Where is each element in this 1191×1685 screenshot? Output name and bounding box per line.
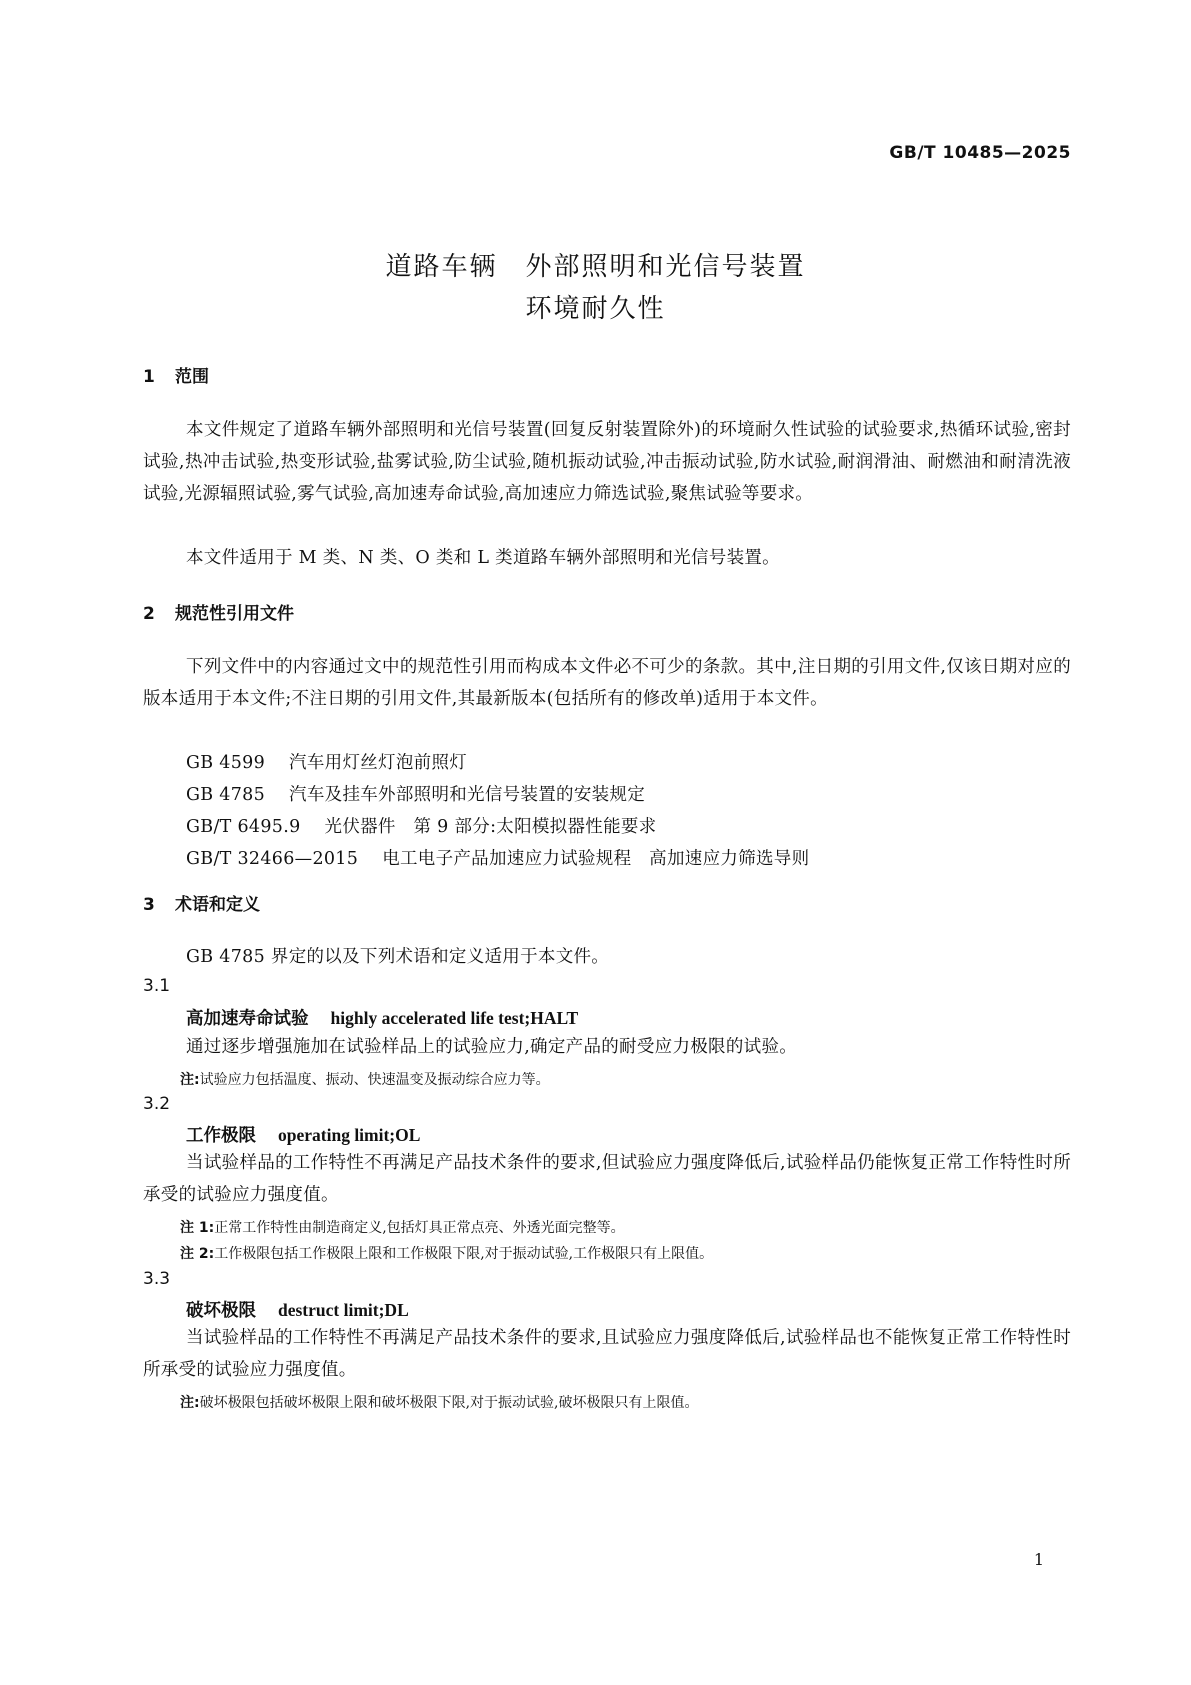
section-title: 规范性引用文件 [175, 604, 294, 624]
reference-code: GB/T 32466—2015 [186, 849, 359, 869]
section-number: 2 [143, 604, 155, 624]
section-3-heading [143, 890, 260, 915]
term-note [180, 1243, 713, 1263]
reference-item [186, 843, 809, 875]
reference-title: 电工电子产品加速应力试验规程 高加速应力筛选导则 [382, 849, 810, 869]
standard-number: GB/T 10485—2025 [889, 143, 1071, 163]
section-number: 3 [143, 895, 155, 915]
note-label: 注 1: [180, 1220, 215, 1236]
reference-title: 汽车用灯丝灯泡前照灯 [289, 753, 468, 773]
term-chinese: 工作极限 [186, 1126, 256, 1146]
term-english: operating limit;OL [278, 1125, 421, 1145]
reference-code: GB/T 6495.9 [186, 817, 301, 837]
term-note [180, 1392, 699, 1412]
term-english: highly accelerated life test;HALT [330, 1008, 579, 1028]
document-title-line1: 道路车辆 外部照明和光信号装置 [385, 252, 806, 282]
term-chinese: 高加速寿命试验 [186, 1009, 309, 1029]
section-title: 术语和定义 [175, 895, 260, 915]
scope-applicability: 本文件适用于 M 类、N 类、O 类和 L 类道路车辆外部照明和光信号装置。 [186, 548, 780, 568]
references-intro: 下列文件中的内容通过文中的规范性引用而构成本文件必不可少的条款。其中,注日期的引用文件,仅该日期对应的版本适用于本文件;不注日期的引用文件,其最新版本(包括所有的修改单)适用于本文件。 [143, 657, 1071, 709]
term-english: destruct limit;DL [278, 1300, 409, 1320]
term-chinese: 破坏极限 [186, 1301, 256, 1321]
reference-item [186, 779, 645, 811]
note-label: 注: [180, 1072, 200, 1088]
term-note [180, 1217, 625, 1237]
note-text: 试验应力包括温度、振动、快速温变及振动综合应力等。 [199, 1072, 550, 1088]
reference-code: GB 4785 [186, 785, 266, 805]
section-title: 范围 [175, 367, 209, 387]
note-text: 工作极限包括工作极限上限和工作极限下限,对于振动试验,工作极限只有上限值。 [214, 1246, 714, 1262]
term-definition: 当试验样品的工作特性不再满足产品技术条件的要求,且试验应力强度降低后,试验样品也不能恢复正常工作特性时所承受的试验应力强度值。 [143, 1328, 1071, 1380]
term-note [180, 1069, 550, 1089]
reference-code: GB 4599 [186, 753, 266, 773]
term-definition: 通过逐步增强施加在试验样品上的试验应力,确定产品的耐受应力极限的试验。 [186, 1037, 798, 1057]
term-number: 3.2 [143, 1094, 171, 1114]
term-number: 3.1 [143, 976, 171, 996]
note-text: 正常工作特性由制造商定义,包括灯具正常点亮、外透光面完整等。 [214, 1220, 625, 1236]
terms-intro: GB 4785 界定的以及下列术语和定义适用于本文件。 [186, 947, 610, 967]
document-title-line2: 环境耐久性 [525, 294, 666, 324]
section-number: 1 [143, 367, 155, 387]
reference-title: 汽车及挂车外部照明和光信号装置的安装规定 [289, 785, 646, 805]
reference-title: 光伏器件 第 9 部分:太阳模拟器性能要求 [324, 817, 657, 837]
term-heading [186, 1122, 420, 1147]
page-number: 1 [1033, 1550, 1044, 1569]
term-heading [186, 1297, 409, 1322]
term-definition: 当试验样品的工作特性不再满足产品技术条件的要求,但试验应力强度降低后,试验样品仍能恢复正常工作特性时所承受的试验应力强度值。 [143, 1153, 1071, 1205]
section-1-heading [143, 362, 209, 387]
note-label: 注 2: [180, 1246, 215, 1262]
scope-paragraph: 本文件规定了道路车辆外部照明和光信号装置(回复反射装置除外)的环境耐久性试验的试验要求,热循环试验,密封试验,热冲击试验,热变形试验,盐雾试验,防尘试验,随机振动试验,冲击振动试验,防水试验,耐润滑油、耐燃油和耐清洗液试验,光源辐照试验,雾气试验,高加速寿命试验,高加速应力筛选试验,聚焦试验等要求。 [143, 420, 1071, 504]
term-heading [186, 1005, 578, 1030]
note-text: 破坏极限包括破坏极限上限和破坏极限下限,对于振动试验,破坏极限只有上限值。 [199, 1395, 699, 1411]
reference-item [186, 811, 656, 843]
note-label: 注: [180, 1395, 200, 1411]
term-number: 3.3 [143, 1269, 171, 1289]
reference-item [186, 747, 467, 779]
section-2-heading [143, 599, 294, 624]
